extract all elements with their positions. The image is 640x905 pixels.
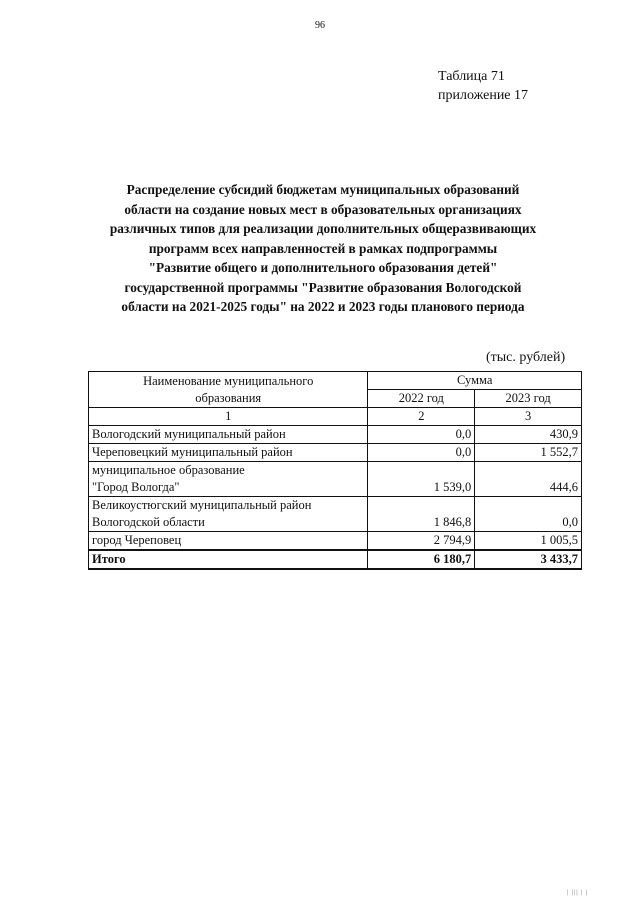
table-row	[89, 462, 582, 497]
table-row	[89, 497, 582, 532]
amount-2022: 1 539,0	[368, 462, 475, 497]
municipality-name-line: Череповецкий муниципальный район	[92, 445, 293, 459]
municipality-name	[89, 532, 368, 551]
total-2022: 6 180,7	[368, 550, 475, 569]
document-title	[78, 180, 568, 317]
title-line: программ всех направленностей в рамках подпрограммы	[148, 240, 498, 256]
total-2023: 3 433,7	[475, 550, 582, 569]
amount-2023: 1 005,5	[475, 532, 582, 551]
amount-2022: 2 794,9	[368, 532, 475, 551]
table-label: Таблица 71	[438, 69, 505, 84]
municipality-name	[89, 426, 368, 444]
title-line: Распределение субсидий бюджетам муниципальных образований	[126, 182, 520, 197]
header-year-2023: 2023 год	[475, 390, 582, 408]
municipality-name	[89, 497, 368, 532]
municipality-name-line: Великоустюгский муниципальный район	[92, 498, 312, 512]
amount-2023: 444,6	[475, 462, 582, 497]
column-number: 3	[475, 408, 582, 426]
municipality-name	[89, 444, 368, 462]
municipality-name	[89, 462, 368, 497]
header-name-column	[89, 372, 368, 408]
municipality-name-line: город Череповец	[92, 533, 182, 547]
page-number: 96	[315, 20, 325, 31]
table-row	[89, 532, 582, 551]
amount-2023: 430,9	[475, 426, 582, 444]
column-number: 1	[89, 408, 368, 426]
table-reference	[438, 67, 528, 105]
table-row	[89, 426, 582, 444]
header-sum-group: Сумма	[368, 372, 582, 390]
municipality-name-line: Вологодской области	[92, 515, 205, 529]
municipality-name-line: Вологодский муниципальный район	[92, 427, 286, 441]
title-line: "Развитие общего и дополнительного образования детей"	[148, 260, 498, 275]
total-label: Итого	[89, 550, 368, 569]
title-line: области на 2021-2025 годы" на 2022 и 2023 годы планового периода	[121, 299, 525, 314]
title-line: различных типов для реализации дополнительных общеразвивающих	[109, 221, 537, 236]
municipality-name-line: "Город Вологда"	[92, 480, 180, 494]
table-row	[89, 444, 582, 462]
amount-2022: 0,0	[368, 426, 475, 444]
header-name-line: Наименование муниципального	[143, 373, 314, 388]
subsidy-table	[88, 371, 582, 570]
title-line: государственной программы "Развитие образования Вологодской	[124, 279, 522, 295]
amount-2022: 0,0	[368, 444, 475, 462]
header-row	[89, 372, 582, 390]
amount-2023: 1 552,7	[475, 444, 582, 462]
units-label: (тыс. рублей)	[486, 350, 566, 365]
amount-2022: 1 846,8	[368, 497, 475, 532]
column-number: 2	[368, 408, 475, 426]
municipality-name-line: муниципальное образование	[92, 463, 245, 477]
header-name-line: образования	[195, 390, 262, 405]
column-numbers-row	[89, 408, 582, 426]
title-line: области на создание новых мест в образовательных организациях	[124, 201, 522, 217]
appendix-label: приложение 17	[438, 88, 529, 103]
header-year-2022: 2022 год	[368, 390, 475, 408]
amount-2023: 0,0	[475, 497, 582, 532]
total-row	[89, 550, 582, 569]
table-body	[89, 426, 582, 551]
footer-mark: | ||| | |	[567, 890, 588, 896]
